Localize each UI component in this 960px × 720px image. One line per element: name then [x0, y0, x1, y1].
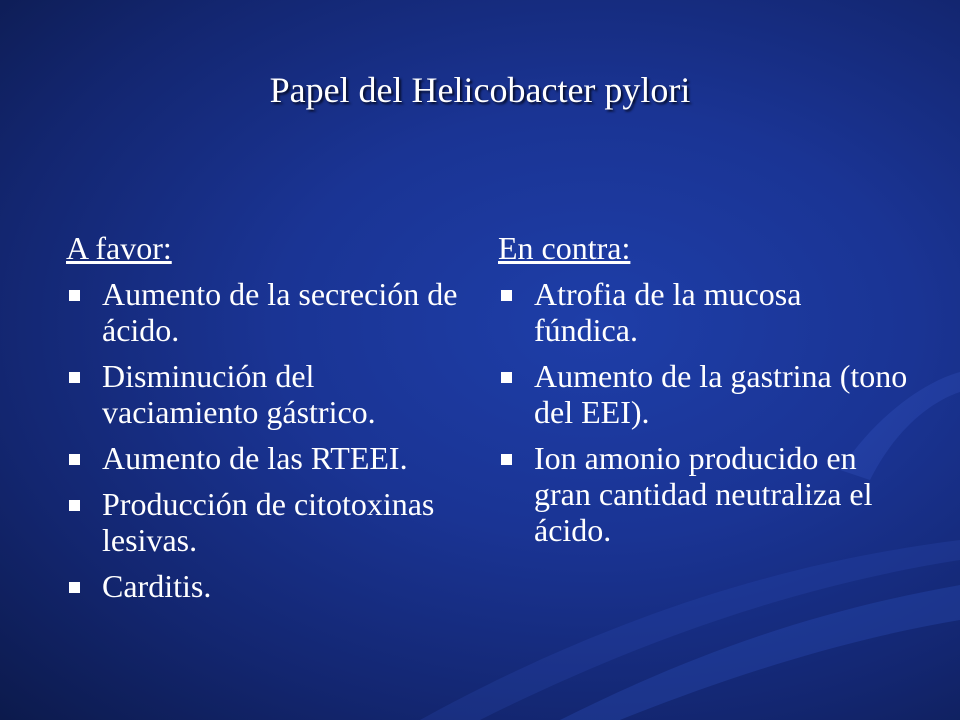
list-item	[66, 440, 476, 476]
list-item-text: Ion amonio producido en gran cantidad neutraliza el ácido.	[534, 440, 873, 548]
square-bullet-icon	[69, 500, 80, 511]
right-column	[498, 228, 908, 558]
right-column-heading: En contra:	[498, 230, 631, 266]
square-bullet-icon	[501, 454, 512, 465]
list-item-text: Aumento de la secreción de ácido.	[102, 276, 458, 348]
square-bullet-icon	[501, 372, 512, 383]
square-bullet-icon	[69, 372, 80, 383]
slide-title: Papel del Helicobacter pylori	[269, 70, 691, 110]
square-bullet-icon	[501, 290, 512, 301]
list-item	[498, 358, 908, 430]
left-column-heading: A favor:	[66, 230, 172, 266]
list-item	[66, 486, 476, 558]
list-item	[498, 440, 908, 548]
list-item-text: Aumento de las RTEEI.	[102, 440, 408, 476]
square-bullet-icon	[69, 290, 80, 301]
square-bullet-icon	[69, 454, 80, 465]
list-item	[66, 276, 476, 348]
list-item	[66, 358, 476, 430]
left-column	[66, 228, 476, 614]
list-item-text: Atrofia de la mucosa fúndica.	[534, 276, 802, 348]
list-item	[66, 568, 476, 604]
right-bullet-list	[498, 276, 908, 548]
list-item-text: Disminución del vaciamiento gástrico.	[102, 358, 376, 430]
list-item-text: Carditis.	[102, 568, 212, 604]
list-item	[498, 276, 908, 348]
left-bullet-list	[66, 276, 476, 604]
list-item-text: Aumento de la gastrina (tono del EEI).	[534, 358, 908, 430]
list-item-text: Producción de citotoxinas lesivas.	[102, 486, 435, 558]
square-bullet-icon	[69, 582, 80, 593]
